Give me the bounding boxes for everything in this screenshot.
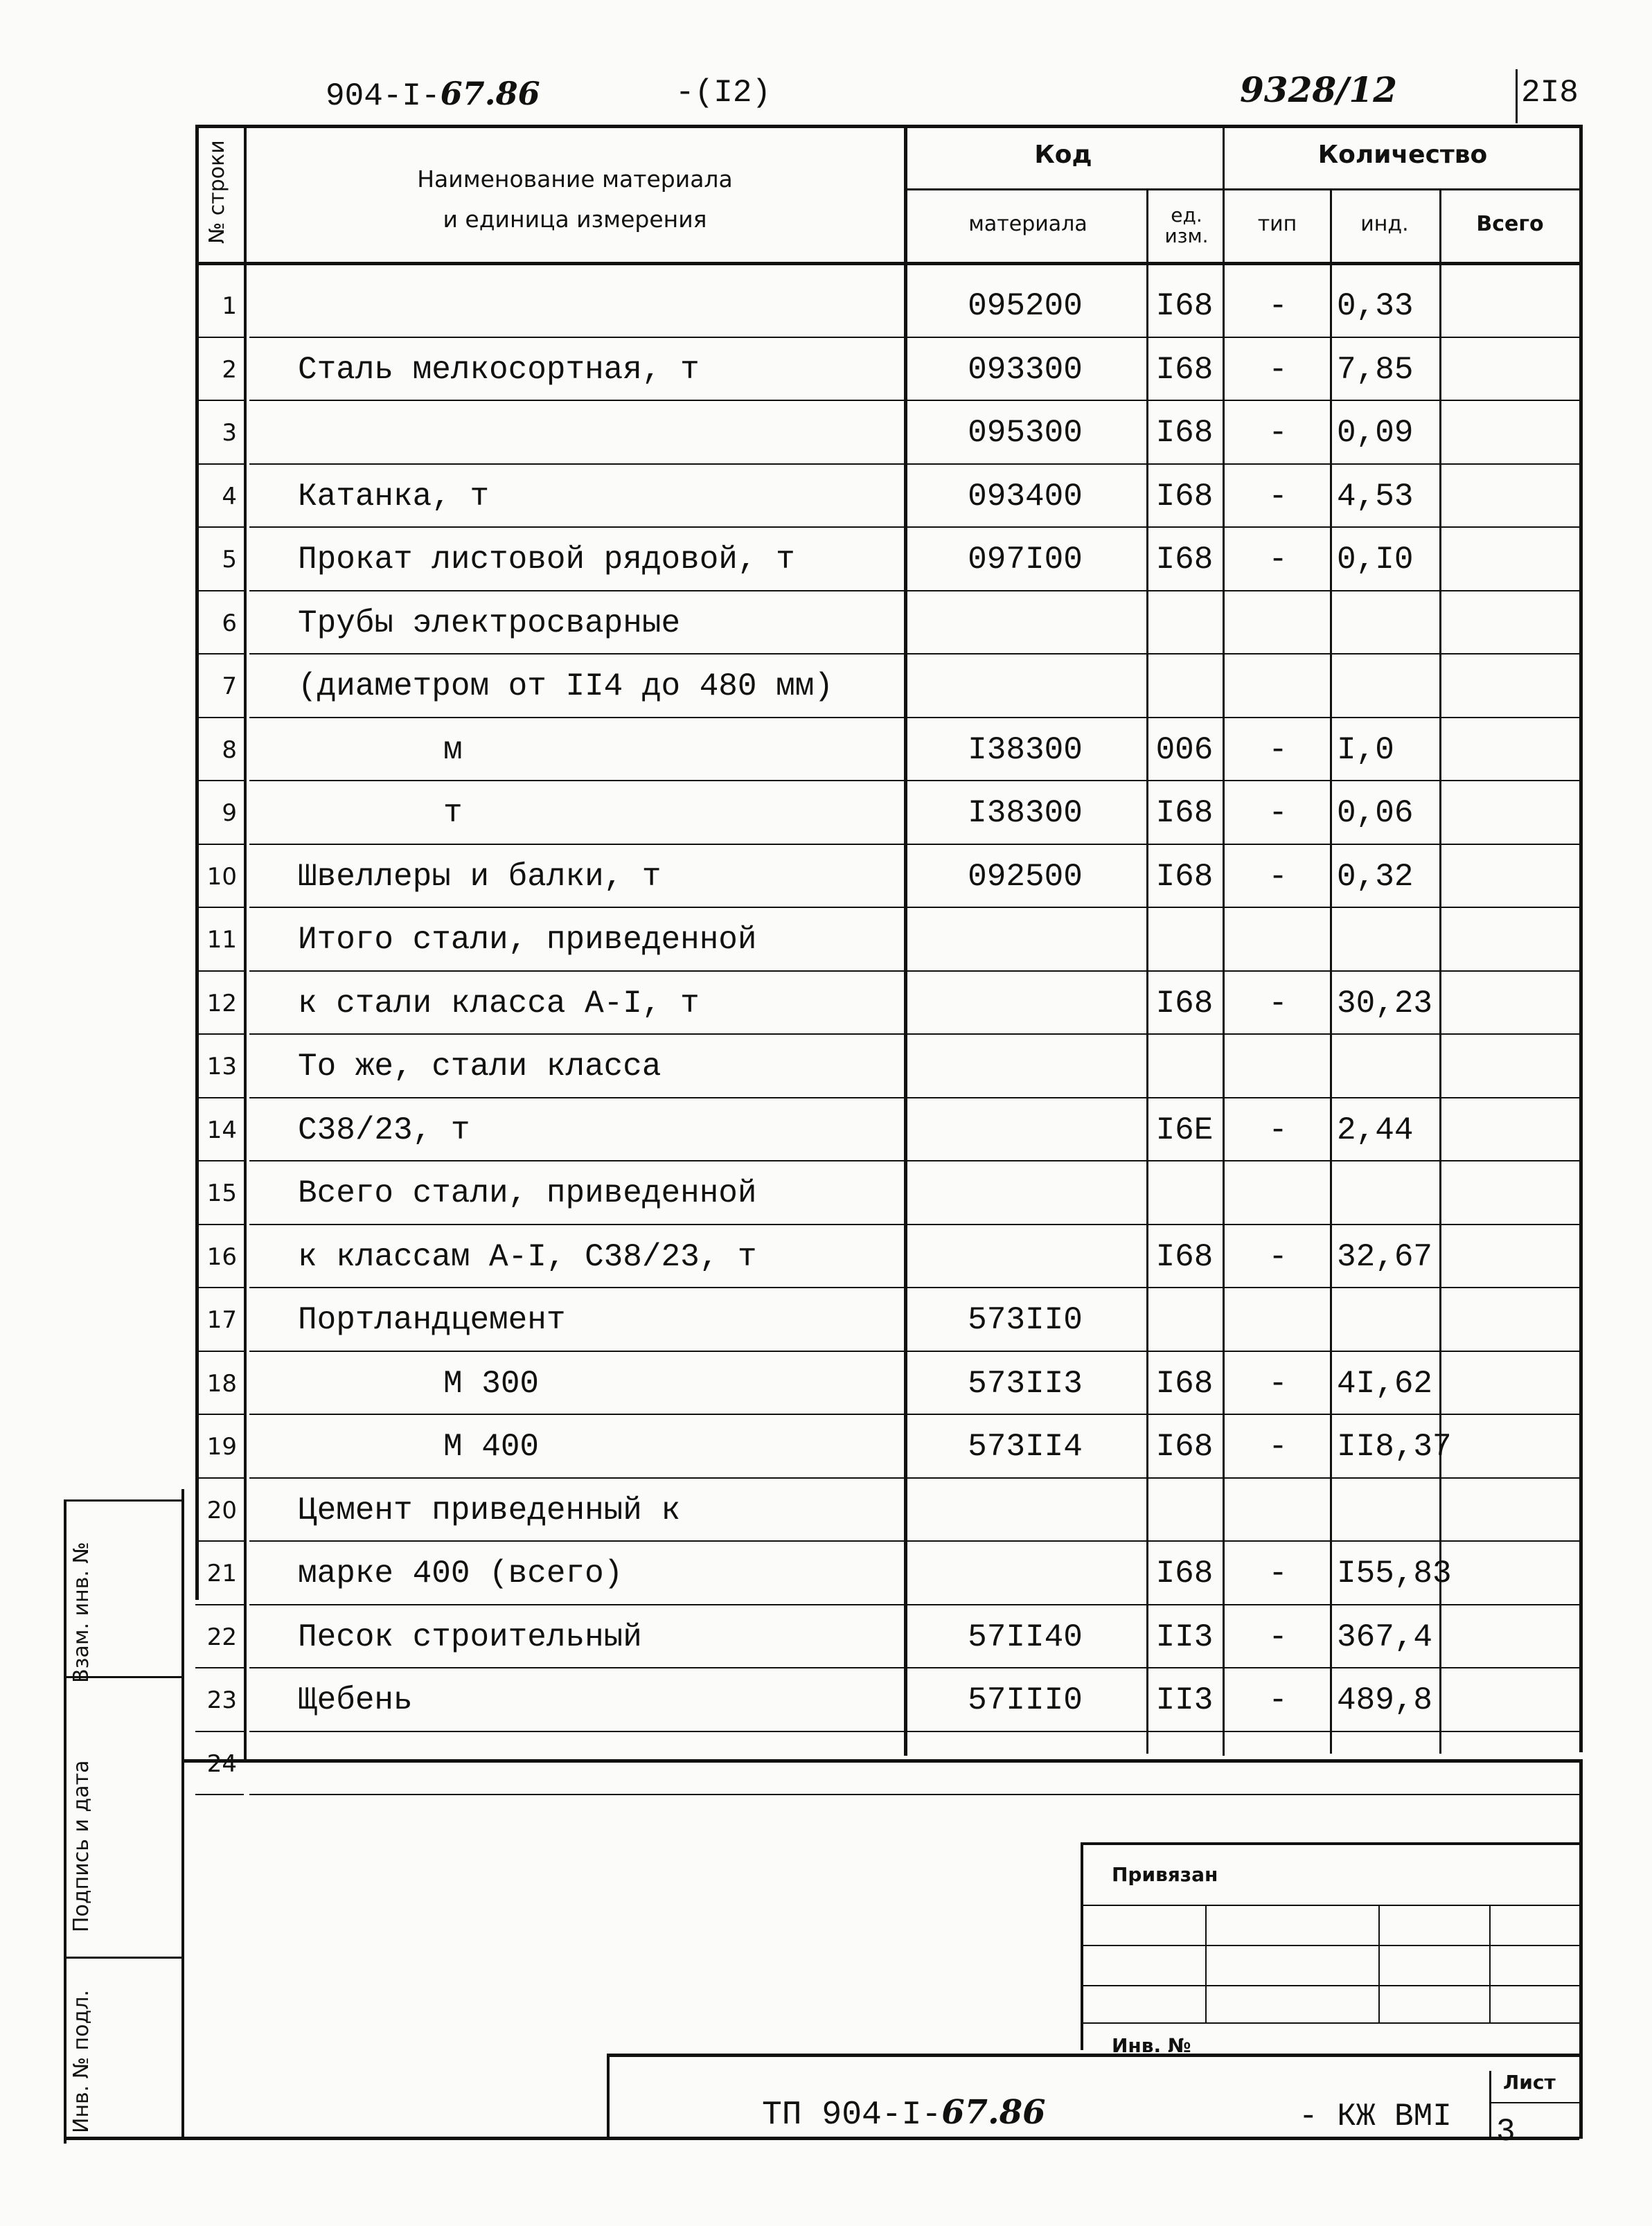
grid-line <box>195 970 244 972</box>
grid-line <box>195 1351 244 1352</box>
grid-line <box>249 463 1579 465</box>
grid-line <box>1081 2022 1579 2024</box>
grid-line <box>607 2054 610 2138</box>
grid-line <box>195 653 244 655</box>
grid-line <box>249 1160 1579 1161</box>
grid-line <box>195 780 244 781</box>
grid-line <box>195 1667 244 1668</box>
cell-n: 23 <box>206 1686 237 1714</box>
grid-line <box>249 844 1579 845</box>
cell-code: 093400 <box>968 478 1083 515</box>
cell-ind: 0,I0 <box>1337 542 1414 578</box>
cell-ind: 32,67 <box>1337 1238 1433 1275</box>
cell-n: 11 <box>206 926 237 954</box>
cell-name: Сталь мелкосортная, т <box>298 351 700 388</box>
cell-ind: 367,4 <box>1337 1619 1433 1655</box>
grid-line <box>1205 1905 1207 2022</box>
cell-ind: 4I,62 <box>1337 1365 1433 1402</box>
cell-unit: I68 <box>1155 985 1214 1022</box>
cell-ind: 0,06 <box>1337 795 1414 831</box>
cell-code: I38300 <box>968 731 1083 768</box>
cell-type: - <box>1268 1619 1288 1655</box>
cell-name: марке 400 (всего) <box>298 1556 623 1592</box>
grid-line <box>1081 1985 1579 1986</box>
cell-n: 21 <box>206 1560 237 1587</box>
grid-line <box>195 262 1581 265</box>
cell-n: 13 <box>206 1053 237 1080</box>
grid-line <box>249 590 1579 591</box>
cell-unit: I68 <box>1155 795 1214 831</box>
cell-n: 19 <box>206 1433 237 1461</box>
stamp-inv-label: Инв. № <box>1112 2034 1191 2057</box>
cell-name: к стали класса А-I, т <box>298 985 700 1022</box>
cell-type: - <box>1268 415 1288 451</box>
cell-code: 573II3 <box>968 1365 1083 1402</box>
cell-unit: I68 <box>1155 478 1214 515</box>
grid-line <box>1378 1905 1380 2022</box>
podpis-label: Подпись и дата <box>69 1760 94 1932</box>
cell-type: - <box>1268 542 1288 578</box>
cell-unit: I68 <box>1155 351 1214 388</box>
cell-code: 093300 <box>968 351 1083 388</box>
cell-n: 6 <box>222 609 237 637</box>
grid-line <box>64 1499 66 2144</box>
grid-line <box>195 1414 244 1415</box>
cell-name: Всего стали, приведенной <box>298 1175 757 1211</box>
grid-line <box>1081 1842 1083 2050</box>
cell-type: - <box>1268 1112 1288 1148</box>
cell-ind: 489,8 <box>1337 1682 1433 1718</box>
grid-line <box>249 653 1579 655</box>
cell-name: (диаметром от II4 до 480 мм) <box>298 668 833 704</box>
grid-line <box>249 717 1579 718</box>
grid-line <box>195 1097 244 1098</box>
grid-line <box>907 188 1579 190</box>
cell-ind: II8,37 <box>1337 1429 1452 1465</box>
grid-line <box>195 1160 244 1161</box>
cell-n: 16 <box>206 1243 237 1271</box>
cell-type: - <box>1268 985 1288 1022</box>
doc-code-prefix: 904-I- <box>326 78 441 114</box>
grid-line <box>64 1957 183 1959</box>
cell-name: Прокат листовой рядовой, т <box>298 542 795 578</box>
cell-code: 573II0 <box>968 1302 1083 1338</box>
cell-code: 097I00 <box>968 542 1083 578</box>
cell-type: - <box>1268 351 1288 388</box>
cell-code: 092500 <box>968 858 1083 895</box>
grid-line <box>181 1759 1579 1763</box>
grid-line <box>1081 1905 1579 1906</box>
grid-line <box>249 1540 1579 1542</box>
cell-n: 8 <box>222 736 237 764</box>
cell-ind: 0,32 <box>1337 858 1414 895</box>
grid-line <box>1489 1905 1491 2022</box>
cell-ind: 2,44 <box>1337 1112 1414 1148</box>
cell-name: М 400 <box>443 1429 540 1465</box>
grid-line <box>1579 1759 1583 2139</box>
cell-type: - <box>1268 731 1288 768</box>
cell-code: 095200 <box>968 288 1083 324</box>
cell-code: 573II4 <box>968 1429 1083 1465</box>
cell-ind: 0,09 <box>1337 415 1414 451</box>
list-number: 3 <box>1496 2114 1516 2150</box>
cell-type: - <box>1268 1429 1288 1465</box>
grid-line <box>1579 125 1583 1752</box>
cell-unit: I68 <box>1155 1365 1214 1402</box>
cell-code: 57II40 <box>968 1619 1083 1655</box>
cell-n: 20 <box>206 1496 237 1524</box>
cell-type: - <box>1268 288 1288 324</box>
grid-line <box>195 1794 244 1795</box>
cell-type: - <box>1268 795 1288 831</box>
cell-name: м <box>443 731 463 768</box>
grid-line <box>249 1224 1579 1225</box>
cell-name: Трубы электросварные <box>298 605 681 641</box>
cell-type: - <box>1268 1365 1288 1402</box>
cell-ind: 0,33 <box>1337 288 1414 324</box>
sheet-part: -(I2) <box>675 75 772 111</box>
cell-name: к классам А-I, С38/23, т <box>298 1238 757 1275</box>
grid-line <box>249 1604 1579 1605</box>
grid-line <box>249 907 1579 908</box>
grid-line <box>195 1224 244 1225</box>
grid-line <box>195 717 244 718</box>
code-material-header: материала <box>968 212 1087 236</box>
cell-unit: I68 <box>1155 415 1214 451</box>
grid-line <box>249 1097 1579 1098</box>
cell-unit: I6E <box>1155 1112 1214 1148</box>
grid-line <box>249 780 1579 781</box>
grid-line <box>249 1667 1579 1668</box>
cell-name: т <box>443 795 463 831</box>
grid-line <box>1081 1945 1579 1946</box>
cell-n: 12 <box>206 989 237 1017</box>
row-number-header: № строки <box>205 140 229 244</box>
cell-type: - <box>1268 1238 1288 1275</box>
cell-n: 18 <box>206 1369 237 1398</box>
grid-line <box>249 970 1579 972</box>
order-number: 9328/12 <box>1240 69 1398 110</box>
grid-line <box>1081 1842 1579 1845</box>
cell-unit: I68 <box>1155 1556 1214 1592</box>
grid-line <box>249 1477 1579 1479</box>
grid-line <box>249 1287 1579 1288</box>
cell-name: Катанка, т <box>298 478 490 515</box>
cell-n: 10 <box>206 862 237 891</box>
grid-line <box>249 1351 1579 1352</box>
cell-n: 15 <box>206 1179 237 1207</box>
cell-n: 4 <box>222 482 237 510</box>
grid-line <box>195 1731 244 1732</box>
cell-type: - <box>1268 1682 1288 1718</box>
cell-unit: I68 <box>1155 542 1214 578</box>
cell-n: 9 <box>222 799 237 827</box>
grid-line <box>249 1731 1579 1732</box>
grid-line <box>195 337 244 338</box>
cell-name: Итого стали, приведенной <box>298 922 757 958</box>
cell-unit: II3 <box>1155 1619 1214 1655</box>
cell-name: Щебень <box>298 1682 413 1718</box>
cell-ind: I55,83 <box>1337 1556 1452 1592</box>
name-header <box>249 159 900 240</box>
cell-unit: I68 <box>1155 288 1214 324</box>
cell-n: 22 <box>206 1623 237 1651</box>
cell-ind: 7,85 <box>1337 351 1414 388</box>
grid-line <box>181 1489 184 2140</box>
grid-line <box>195 1540 244 1542</box>
cell-unit: 006 <box>1155 731 1214 768</box>
page-number: 2I8 <box>1521 75 1579 111</box>
quantity-header: Количество <box>1317 141 1488 169</box>
name-header-line1: Наименование материала <box>417 166 733 193</box>
cell-name: М 300 <box>443 1365 540 1402</box>
cell-type: - <box>1268 858 1288 895</box>
grid-line <box>249 1794 1579 1795</box>
privyazan-label: Привязан <box>1112 1863 1218 1886</box>
cell-n: 1 <box>222 292 237 320</box>
grid-line <box>249 1414 1579 1415</box>
stamp-doc-prefix: ТП 904-I- <box>762 2096 942 2134</box>
cell-ind: I,0 <box>1337 731 1394 768</box>
grid-line <box>64 2137 1579 2140</box>
grid-line <box>195 1033 244 1035</box>
stamp-doc-code <box>762 2093 1046 2134</box>
cell-ind: 30,23 <box>1337 985 1433 1022</box>
grid-line <box>64 1499 183 1502</box>
cell-name: Песок строительный <box>298 1619 642 1655</box>
qty-ind-header: инд. <box>1360 212 1409 236</box>
cell-unit: II3 <box>1155 1682 1214 1718</box>
cell-n: 7 <box>222 673 237 700</box>
cell-n: 5 <box>222 546 237 573</box>
grid-line <box>249 400 1579 401</box>
grid-line <box>249 1033 1579 1035</box>
cell-n: 17 <box>206 1306 237 1334</box>
grid-line <box>249 337 1579 338</box>
inv-podl-label: Инв. № подл. <box>69 1990 94 2133</box>
page-number-rule <box>1516 69 1518 123</box>
qty-total-header: Всего <box>1476 212 1544 236</box>
vzam-label: Взам. инв. № <box>69 1542 94 1683</box>
cell-n: 3 <box>222 419 237 447</box>
cell-n: 14 <box>206 1116 237 1144</box>
name-header-line2: и единица измерения <box>443 206 707 233</box>
grid-line <box>195 1477 244 1479</box>
grid-line <box>1489 2102 1579 2103</box>
grid-line <box>195 907 244 908</box>
grid-line <box>195 844 244 845</box>
cell-type: - <box>1268 478 1288 515</box>
cell-code: 095300 <box>968 415 1083 451</box>
grid-line <box>195 1287 244 1288</box>
cell-name: Портландцемент <box>298 1302 566 1338</box>
cell-n: 24 <box>206 1749 237 1778</box>
grid-line <box>195 526 244 528</box>
grid-line <box>195 590 244 591</box>
code-header: Код <box>1034 141 1092 169</box>
stamp-doc-hand: 67.86 <box>941 2093 1046 2132</box>
doc-code <box>326 75 540 114</box>
cell-unit: I68 <box>1155 1238 1214 1275</box>
cell-code: 57III0 <box>968 1682 1083 1718</box>
list-label: Лист <box>1503 2071 1556 2094</box>
cell-name: Цемент приведенный к <box>298 1492 681 1529</box>
cell-name: То же, стали класса <box>298 1049 661 1085</box>
cell-unit: I68 <box>1155 1429 1214 1465</box>
grid-line <box>195 125 1581 128</box>
cell-n: 2 <box>222 355 237 384</box>
cell-name: Швеллеры и балки, т <box>298 858 661 895</box>
cell-name: С38/23, т <box>298 1112 470 1148</box>
grid-line <box>244 125 247 1759</box>
cell-code: I38300 <box>968 795 1083 831</box>
cell-ind: 4,53 <box>1337 478 1414 515</box>
doc-code-hand: 67.86 <box>440 75 540 112</box>
grid-line <box>1489 2071 1491 2137</box>
cell-type: - <box>1268 1556 1288 1592</box>
grid-line <box>195 1604 244 1605</box>
code-unit-header: ед. изм. <box>1164 204 1209 247</box>
grid-line <box>195 463 244 465</box>
grid-line <box>249 526 1579 528</box>
qty-type-header: тип <box>1257 212 1297 236</box>
stamp-doc-suffix: - КЖ ВМI <box>1299 2099 1452 2135</box>
grid-line <box>607 2054 1579 2057</box>
grid-line <box>195 400 244 401</box>
cell-unit: I68 <box>1155 858 1214 895</box>
